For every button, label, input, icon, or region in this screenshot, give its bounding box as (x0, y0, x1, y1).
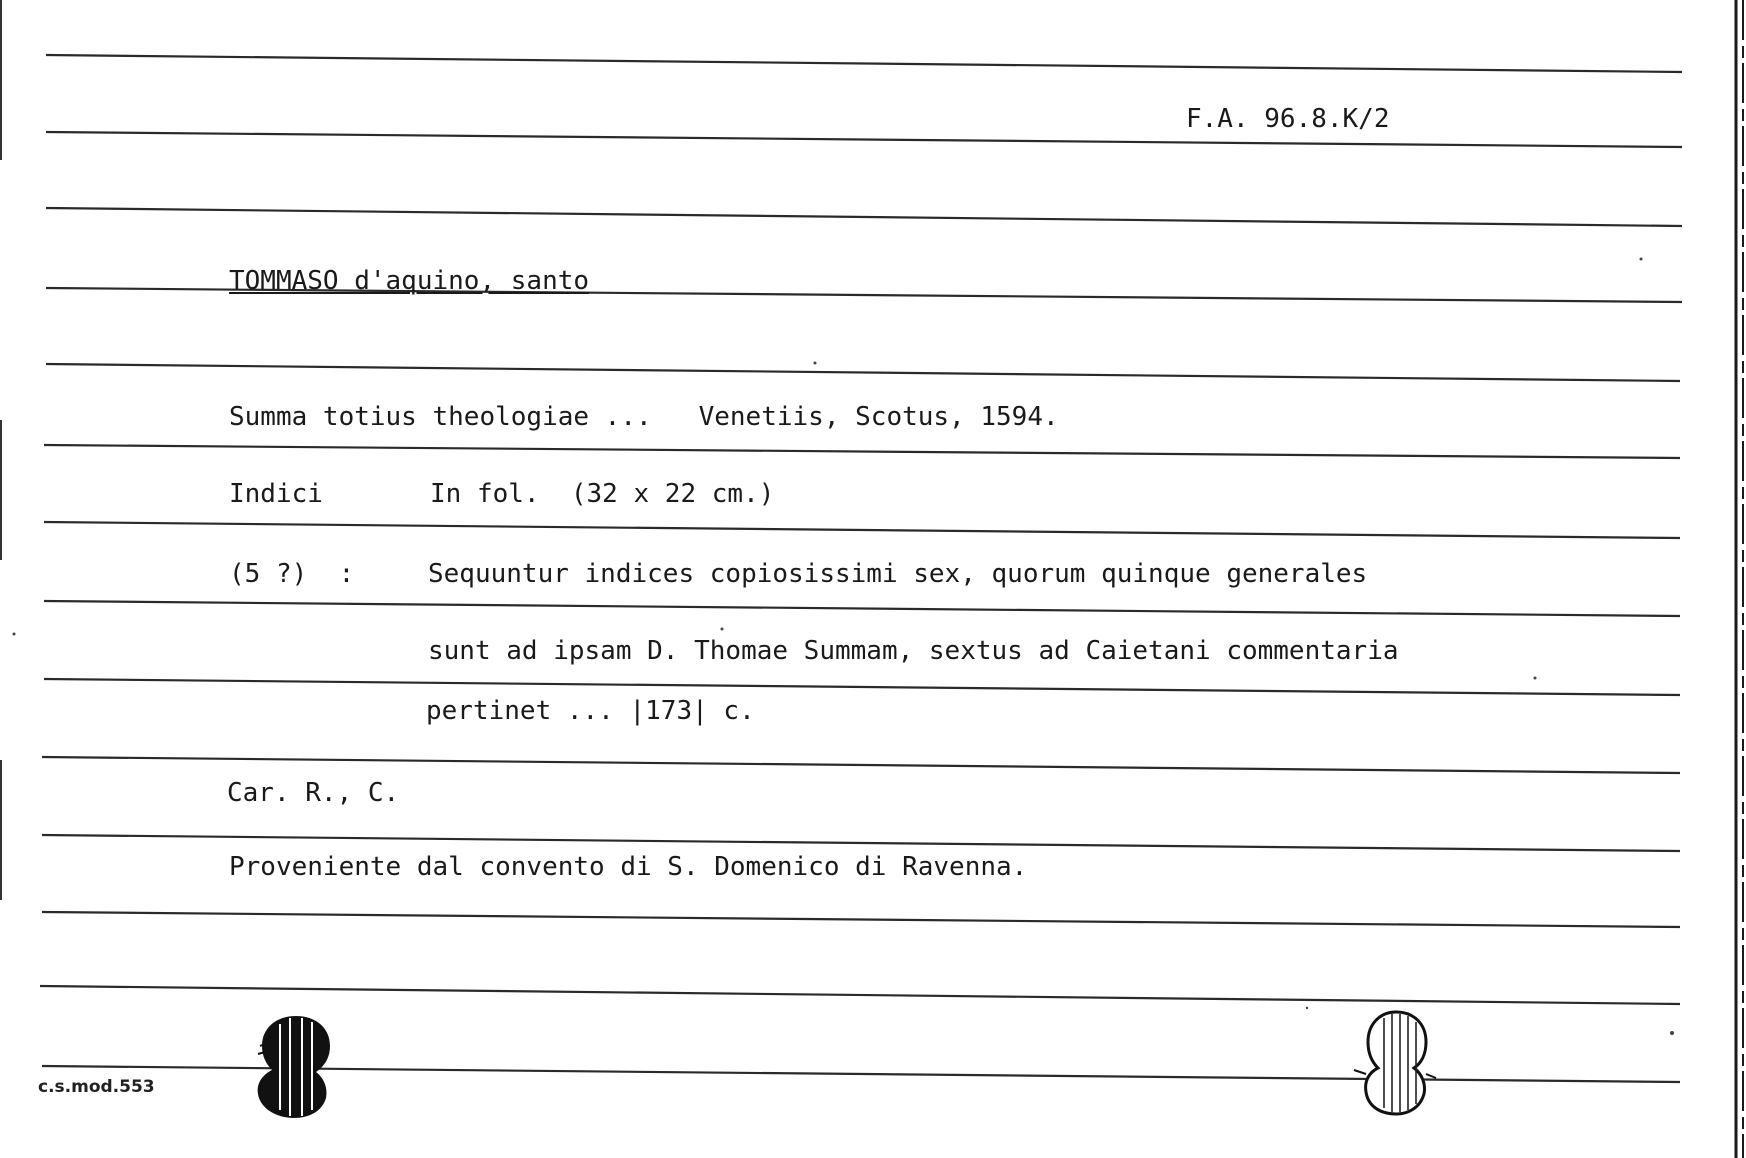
punch-hole-left (250, 1010, 340, 1120)
characters-note: Car. R., C. (227, 778, 400, 808)
note-line: sunt ad ipsam D. Thomae Summam, sextus ad Caietani commentaria (428, 636, 1399, 666)
note-line: pertinet ... |173| c. (426, 696, 755, 726)
form-code: c.s.mod.553 (38, 1077, 155, 1097)
punch-hole-right (1350, 1008, 1440, 1118)
note-line: Sequuntur indices copiosissimi sex, quorum quinque generales (428, 559, 1368, 589)
index-count: (5 ?) : (229, 559, 355, 589)
title-imprint: Summa totius theologiae ... Venetiis, Scotus, 1594. (229, 402, 1059, 432)
indici-label: Indici (229, 479, 323, 509)
author-heading: TOMMASO d'aquino, santo (229, 266, 590, 296)
shelfmark: F.A. 96.8.K/2 (1186, 104, 1390, 134)
provenance-note: Proveniente dal convento di S. Domenico di Ravenna. (229, 852, 1028, 882)
format-dimensions: In fol. (32 x 22 cm.) (430, 479, 775, 509)
